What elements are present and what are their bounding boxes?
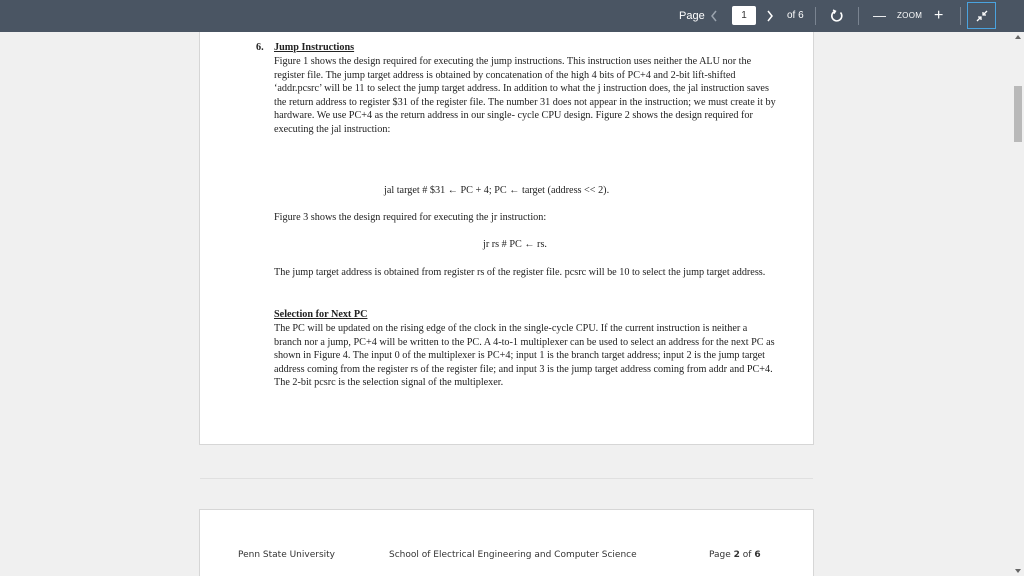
rotate-icon[interactable] — [830, 9, 844, 23]
paragraph: Figure 1 shows the design required for executing the jump instructions. This instruction uses neither the ALU nor the register file. The jump target address is obtained by concatenation of the high 4 bits of PC+4 and 2-bit lift-shifted ‘addr.pcsrc’ will be 11 to select the jump target address. In addition to what the j instruction does, the jal instruction saves the return address to register $31 of the register file. The number 31 does not appear in the instruction; we must create it by hardware. We use PC+4 as the return address in our single- cycle CPU design. Figure 2 shows the design required for executing the jal instruction: — [274, 56, 776, 135]
scroll-up-icon[interactable] — [1015, 35, 1021, 39]
paragraph: Figure 3 shows the design required for executing the jr instruction: — [274, 212, 547, 223]
chevron-right-icon[interactable] — [766, 10, 774, 22]
zoom-out-button[interactable]: — — [873, 8, 886, 23]
toolbar-separator — [858, 7, 859, 25]
heading-title: Jump Instructions — [274, 42, 355, 53]
footer-institution: Penn State University — [238, 550, 335, 560]
scroll-down-icon[interactable] — [1015, 569, 1021, 573]
page-total: of 6 — [787, 10, 804, 21]
document-viewer[interactable] — [0, 32, 1012, 576]
zoom-label: ZOOM — [897, 11, 923, 20]
footer-page-number: Page 2 of 6 — [709, 550, 761, 560]
paragraph: The PC will be updated on the rising edge of the clock in the single-cycle CPU. If the current instruction is neither a branch nor a jump, PC+4 will be written to the PC. A 4-to-1 multiplexer can be used to select an address for the next PC as shown in Figure 4. The input 0 of the multiplexer is PC+4; input 1 is the branch target address; input 2 is the jump target address coming from the register rs of the register file; and input 3 is the jump target address coming from addr and PC+4. The 2-bit pcsrc is the selection signal of the multiplexer. — [274, 323, 775, 389]
formula-jal: jal target # $31 ← PC + 4; PC ← target (address << 2). — [384, 185, 610, 196]
zoom-in-button[interactable]: + — [934, 7, 944, 24]
formula-jr: jr rs # PC ← rs. — [483, 239, 547, 250]
fit-page-icon — [976, 10, 988, 22]
pdf-toolbar — [0, 0, 1024, 32]
toolbar-separator — [815, 7, 816, 25]
vertical-scrollbar[interactable] — [1012, 32, 1024, 576]
paragraph: The jump target address is obtained from register rs of the register file. pcsrc will be 10 to select the jump target address. — [274, 267, 766, 278]
page-number-input[interactable]: 1 — [732, 6, 756, 25]
page-divider — [200, 478, 813, 479]
footer-department: School of Electrical Engineering and Computer Science — [389, 550, 637, 560]
fit-page-button[interactable] — [967, 2, 996, 29]
toolbar-separator — [960, 7, 961, 25]
scrollbar-thumb[interactable] — [1014, 86, 1022, 142]
chevron-left-icon[interactable] — [710, 10, 718, 22]
page-2 — [200, 510, 813, 576]
page-1 — [200, 32, 813, 444]
subheading: Selection for Next PC — [274, 309, 368, 320]
heading-number: 6. — [256, 42, 264, 53]
page-label: Page — [679, 10, 705, 22]
